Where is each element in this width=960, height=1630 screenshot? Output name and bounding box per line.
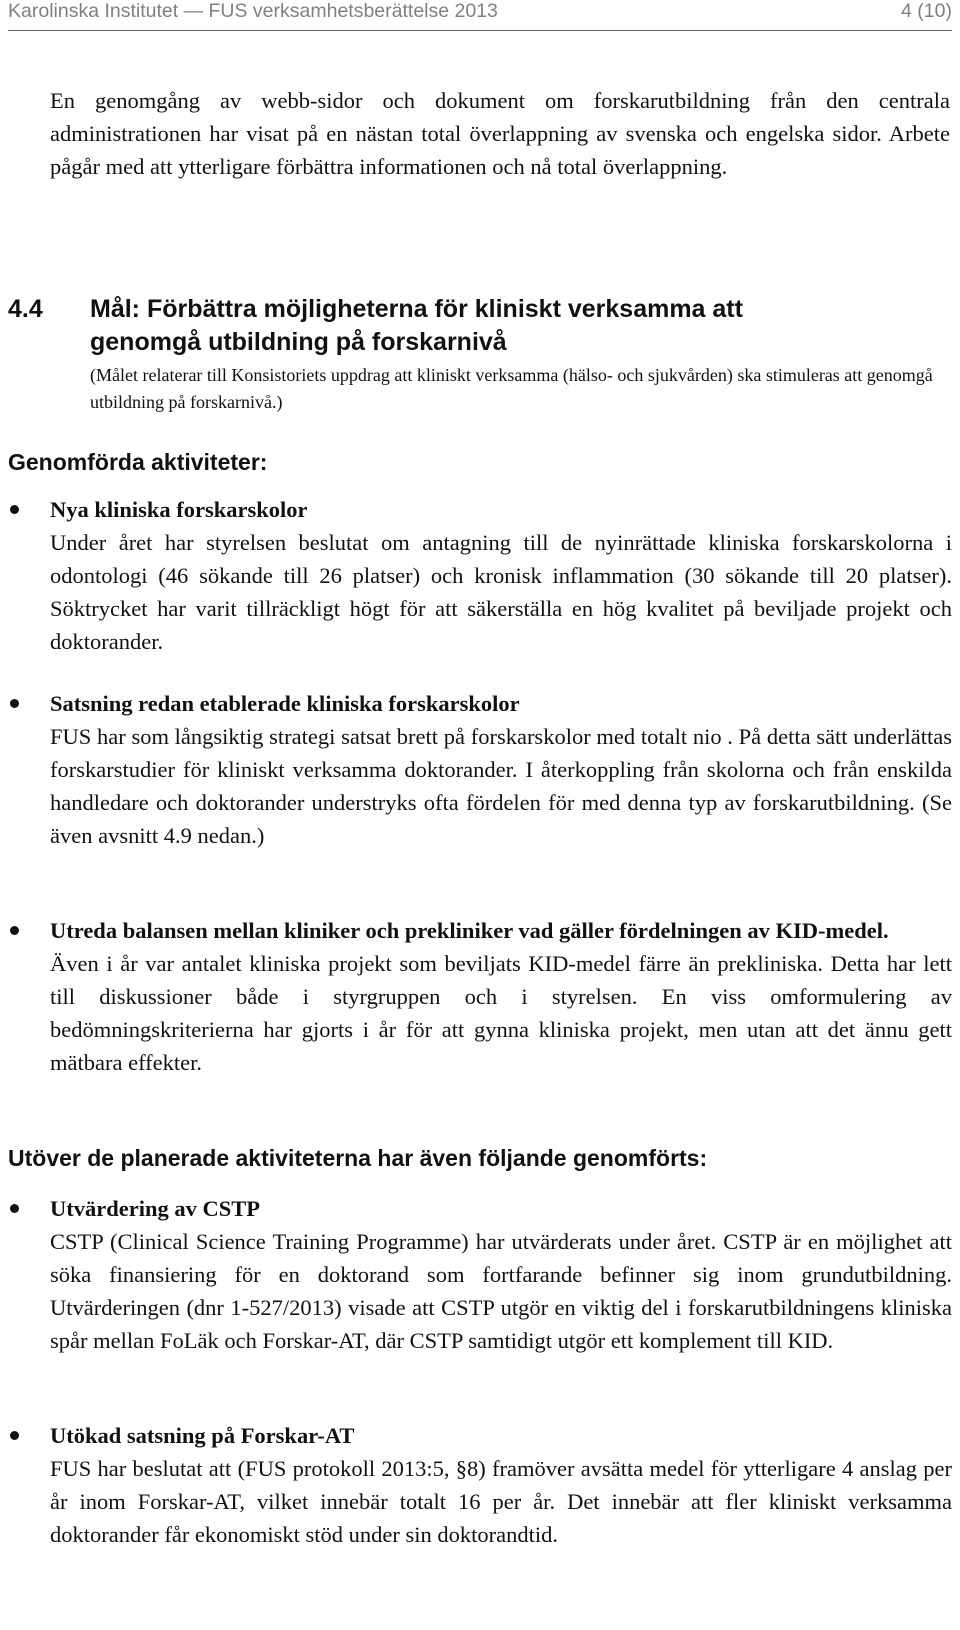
- intro-paragraph: En genomgång av webb-sidor och dokument om forskarutbildning från den centrala administrationen har visat på en nästan total överlappning av svenska och engelska sidor. Arbete pågår med att ytterligare förbättra informationen och nå total överlappning.: [50, 88, 950, 179]
- additional-activities-heading: Utöver de planerade aktiviteterna har även följande genomförts:: [8, 1145, 708, 1171]
- section-number: 4.4: [8, 295, 43, 323]
- item-title: Utreda balansen mellan kliniker och prekliniker vad gäller fördelningen av KID-medel.: [50, 918, 889, 943]
- bullet-icon: [10, 1431, 19, 1440]
- bullet-icon: [10, 1204, 19, 1213]
- list-item: [8, 914, 952, 1079]
- page-number: 4 (10): [901, 0, 952, 22]
- item-title: Utökad satsning på Forskar-AT: [50, 1423, 355, 1448]
- list-item: [8, 1192, 952, 1357]
- bullet-icon: [10, 505, 19, 514]
- item-body: Under året har styrelsen beslutat om antagning till de nyinrättade kliniska forskarskolorna i odontologi (46 sökande till 26 platser) och kronisk inflammation (30 sökande till 20 platser). Söktrycket har varit tillräckligt högt för att säkerställa en hög kvalitet på beviljade projekt och doktorander.: [50, 530, 952, 654]
- section-goal-note: (Målet relaterar till Konsistoriets uppdrag att kliniskt verksamma (hälso- och sjukvården) ska stimuleras att genomgå utbildning på forskarnivå.): [90, 365, 933, 412]
- section-heading: [8, 293, 952, 356]
- bullet-icon: [10, 926, 19, 935]
- list-item: [8, 493, 952, 658]
- item-body: FUS har som långsiktig strategi satsat brett på forskarskolor med totalt nio . På detta sätt underlättas forskarstudier för kliniskt verksamma doktorander. I återkoppling från skolorna och från enskilda handledare och doktorander understryks ofta fördelen för med denna typ av forskarutbildning. (Se även avsnitt 4.9 nedan.): [50, 724, 952, 848]
- item-body: Även i år var antalet kliniska projekt som beviljats KID-medel färre än prekliniska. Detta har lett till diskussioner både i styrgruppen och i styrelsen. En viss omformulering av bedömningskriterierna har gjorts i år för att gynna kliniska projekt, men utan att det ännu gett mätbara effekter.: [50, 951, 952, 1075]
- item-body: FUS har beslutat att (FUS protokoll 2013:5, §8) framöver avsätta medel för ytterligare 4 anslag per år inom Forskar-AT, vilket innebär totalt 16 per år. Det innebär att fler kliniskt verksamma doktorander får ekonomiskt stöd under sin doktorandtid.: [50, 1456, 952, 1547]
- item-title: Satsning redan etablerade kliniska forskarskolor: [50, 691, 520, 716]
- list-item: [8, 1419, 952, 1551]
- item-title: Utvärdering av CSTP: [50, 1196, 260, 1221]
- item-body: CSTP (Clinical Science Training Programme) har utvärderats under året. CSTP är en möjlighet att söka finansiering för en doktorand som fortfarande befinner sig inom grundutbildning. Utvärderingen (dnr 1-527/2013) visade att CSTP utgör en viktig del i forskarutbildningens kliniska spår mellan FoLäk och Forskar-AT, där CSTP samtidigt utgör ett komplement till KID.: [50, 1229, 952, 1353]
- list-item: [8, 687, 952, 852]
- section-title-line-2: genomgå utbildning på forskarnivå: [90, 328, 507, 356]
- completed-activities-heading: Genomförda aktiviteter:: [8, 449, 268, 475]
- item-title: Nya kliniska forskarskolor: [50, 497, 308, 522]
- header-title: Karolinska Institutet — FUS verksamhetsberättelse 2013: [8, 0, 498, 22]
- running-header: [8, 0, 952, 31]
- section-title-line-1: Mål: Förbättra möjligheterna för kliniskt verksamma att: [90, 295, 743, 323]
- bullet-icon: [10, 699, 19, 708]
